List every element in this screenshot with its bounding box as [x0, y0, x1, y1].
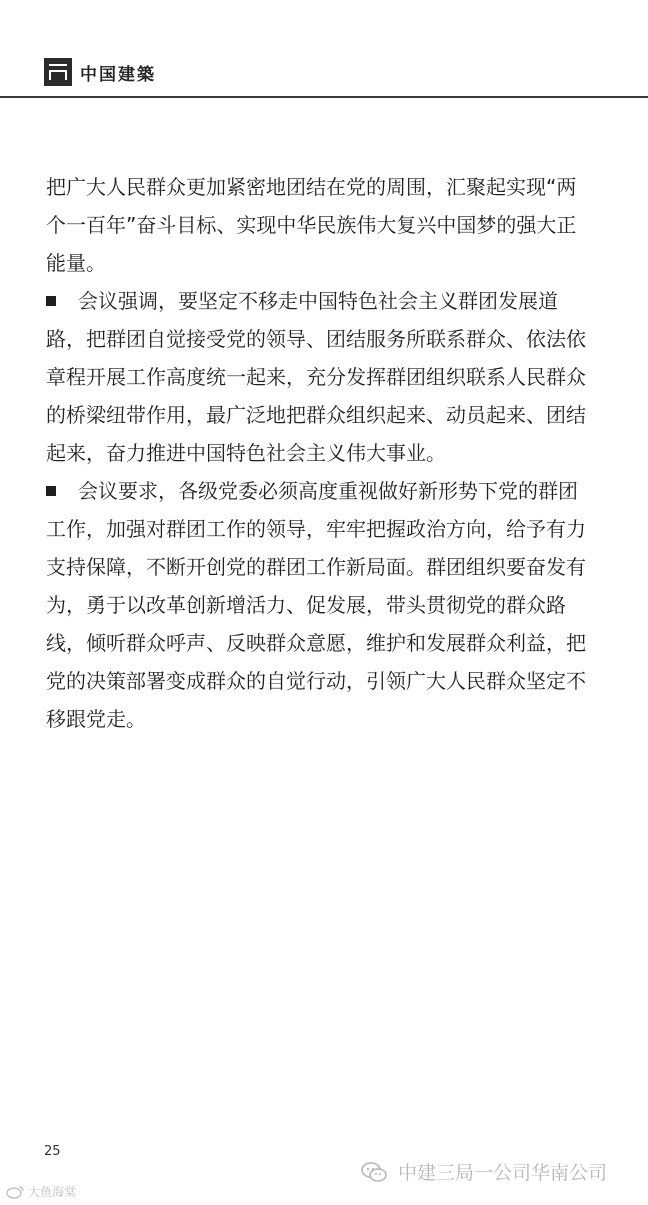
wechat-account-name: 中建三局一公司华南公司 [398, 1162, 608, 1184]
paragraph-text: 会议要求，各级党委必须高度重视做好新形势下党的群团工作，加强对群团工作的领导，牢牢把握政治方向，给予有力支持保障，不断开创党的群团工作新局面。群团组织要奋发有为，勇于以改革创新增活力、促发展，带头贯彻党的群众路线，倾听群众呼声、反映群众意愿，维护和发展群众利益，把党的决策部署变成群众的自觉行动，引领广大人民群众坚定不移跟党走。 [46, 479, 586, 731]
weibo-watermark [6, 1183, 76, 1200]
page-header [44, 58, 156, 86]
paragraph-text: 把广大人民群众更加紧密地团结在党的周围，汇聚起实现“两个一百年”奋斗目标、实现中华民族伟大复兴中国梦的强大正能量。 [46, 175, 577, 275]
weibo-account-name: 大鱼海棠 [28, 1185, 77, 1199]
brand-name: 中国建築 [80, 64, 156, 85]
wechat-watermark [360, 1158, 607, 1185]
wechat-icon [360, 1161, 388, 1183]
paragraph-2 [46, 282, 594, 472]
article-body [46, 168, 594, 738]
paragraph-3 [46, 472, 594, 738]
page-number: 25 [44, 1144, 61, 1159]
weibo-icon [6, 1185, 26, 1199]
square-bullet-icon [46, 296, 56, 306]
paragraph-1 [46, 168, 594, 282]
paragraph-text: 会议强调，要坚定不移走中国特色社会主义群团发展道路，把群团自觉接受党的领导、团结服务所联系群众、依法依章程开展工作高度统一起来，充分发挥群团组织联系人民群众的桥梁纽带作用，最广泛地把群众组织起来、动员起来、团结起来，奋力推进中国特色社会主义伟大事业。 [46, 289, 586, 465]
cscec-logo-icon [44, 58, 72, 86]
square-bullet-icon [46, 486, 56, 496]
header-divider [0, 96, 648, 98]
